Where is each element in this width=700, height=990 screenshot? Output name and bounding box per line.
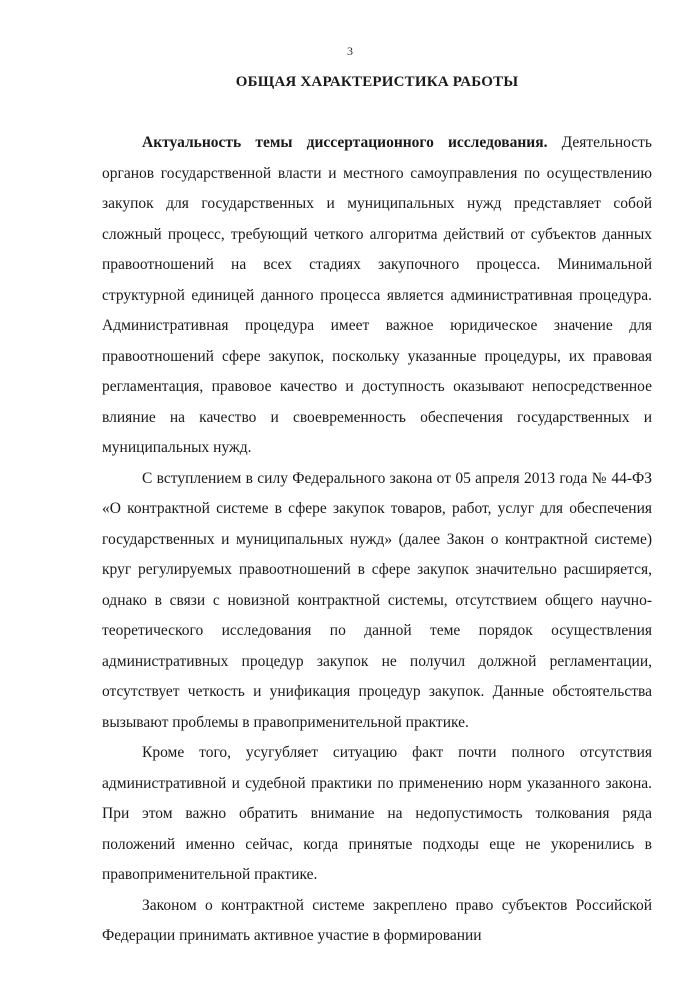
paragraph-federal-law: С вступлением в силу Федерального закона от 05 апреля 2013 года № 44-ФЗ «О контрактной системе в сфере закупок товаров, работ, услуг для обеспечения государственных и муниципальных нужд» (далее Закон о контрактной системе) круг регулируемых правоотношений в сфере закупок значительно расширяется, однако в связи с новизной контрактной системы, отсутствием общего научно-теоретического исследования по данной теме порядок осуществления административных процедур закупок не получил должной регламентации, отсутствует четкость и унификация процедур закупок. Данные обстоятельства вызывают проблемы в правоприменительной практике.	[102, 469, 652, 731]
paragraph-text: Деятельность органов государственной власти и местного самоуправления по осуществлению закупок для государственных и муниципальных нужд представляет собой сложный процесс, требующий четкого алгоритма действий от субъектов данных правоотношений на всех стадиях закупочного процесса. Минимальной структурной единицей данного процесса является административная процедура. Административная процедура имеет важное юридическое значение для правоотношений сфере закупок, поскольку указанные процедуры, их правовая регламентация, правовое качество и доступность оказывают непосредственное влияние на качество и своевременность обеспечения государственных и муниципальных нужд.	[102, 134, 652, 456]
page-number: 3	[347, 44, 353, 58]
paragraph-relevance	[102, 128, 652, 464]
paragraph-contract-system: Законом о контрактной системе закреплено право субъектов Российской Федерации принимать активное участие в формировании	[102, 896, 652, 944]
paragraph-practice: Кроме того, усугубляет ситуацию факт почти полного отсутствия административной и судебной практики по применению норм указанного закона. При этом важно обратить внимание на недопустимость толкования ряда положений именно сейчас, когда принятые подходы еще не укоренились в правоприменительной практике.	[102, 744, 652, 883]
document-body	[102, 128, 652, 952]
page-title: ОБЩАЯ ХАРАКТЕРИСТИКА РАБОТЫ	[235, 74, 519, 90]
paragraph-lead-heading: Актуальность темы диссертационного исследования.	[142, 134, 548, 151]
